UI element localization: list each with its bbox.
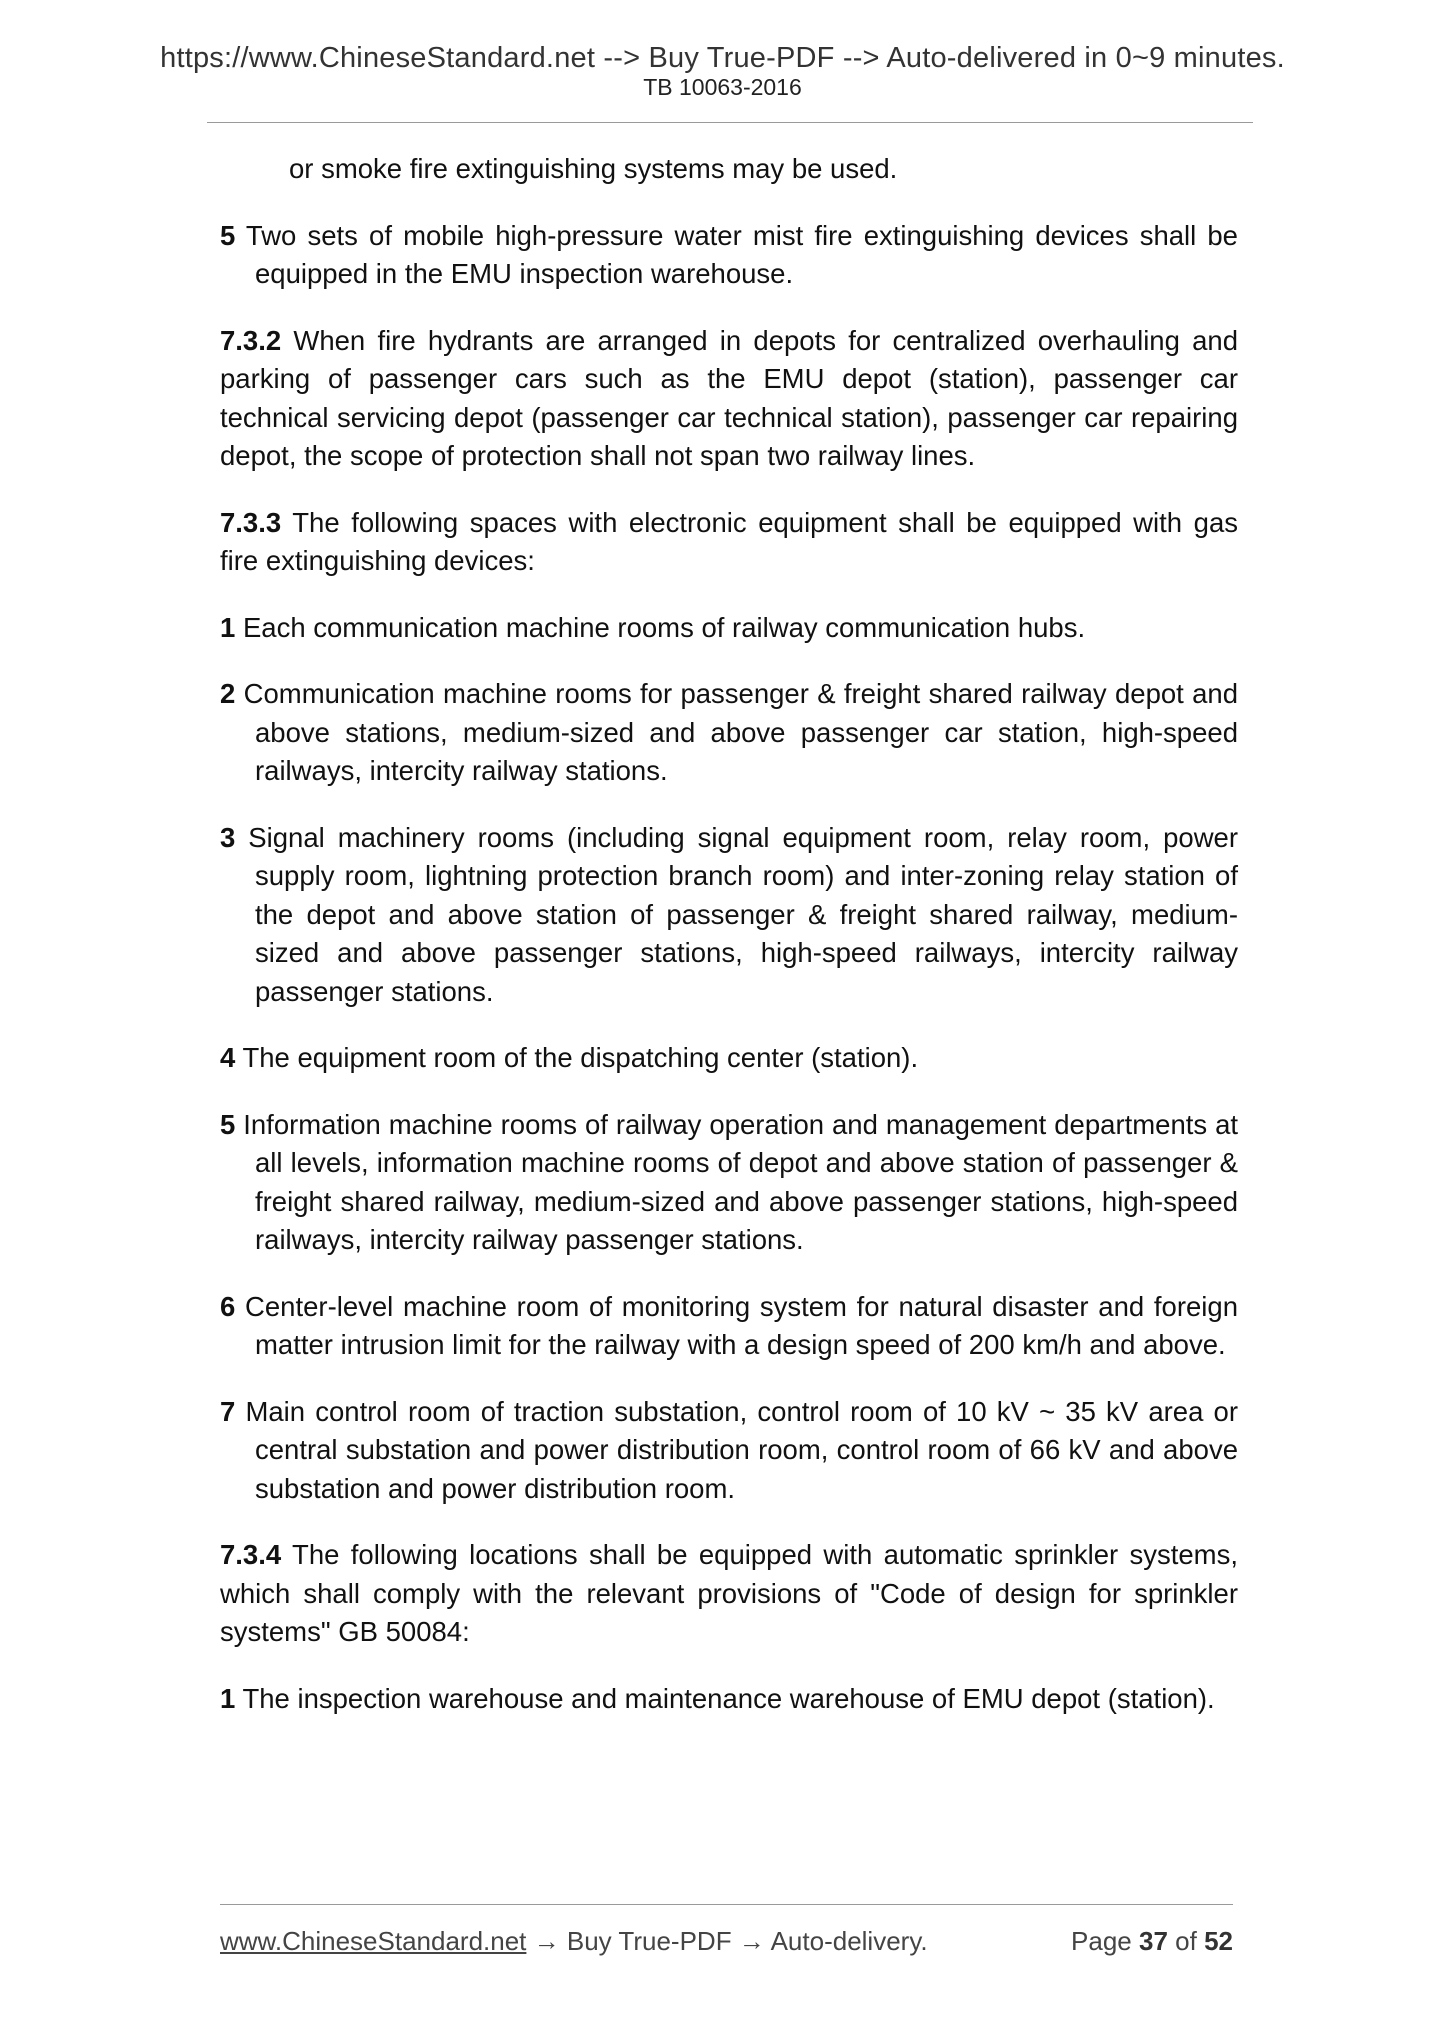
list-item — [220, 1106, 1238, 1260]
item-text: Center-level machine room of monitoring system for natural disaster and foreign matter intrusion limit for the railway with a design speed of 200 km/h and above. — [245, 1290, 1238, 1360]
item-number: 4 — [220, 1042, 236, 1073]
header-divider — [207, 122, 1253, 123]
clause-7-3-4 — [220, 1536, 1238, 1652]
item-text: Each communication machine rooms of railway communication hubs. — [242, 611, 1086, 643]
list-item — [220, 1288, 1238, 1365]
page-footer — [220, 1926, 1233, 1962]
standard-code: TB 10063-2016 — [643, 74, 802, 100]
clause-number: 7.3.4 — [220, 1539, 282, 1570]
list-item — [220, 609, 1238, 648]
page-word: Page — [1071, 1926, 1132, 1956]
footer-divider — [220, 1904, 1233, 1905]
footer-left — [220, 1926, 928, 1957]
page-body — [220, 150, 1238, 1718]
clause-text: When fire hydrants are arranged in depots for centralized overhauling and parking of passenger cars such as the EMU depot (station), passenger car technical servicing depot (passenger car technical station), passenger car repairing depot, the scope of protection shall not span two railway lines. — [220, 324, 1238, 471]
clause-7-3-3 — [220, 504, 1238, 581]
item-text: Communication machine rooms for passenger & freight shared railway depot and above stations, medium-sized and above passenger car station, high-speed railways, intercity railway stations. — [243, 678, 1239, 786]
item-number: 2 — [220, 678, 236, 709]
item-number: 5 — [220, 219, 236, 251]
page-current: 37 — [1139, 1926, 1168, 1956]
page-indicator — [1071, 1926, 1233, 1957]
item-text: Main control room of traction substation, control room of 10 kV ~ 35 kV area or central substation and power distribution room, control room of 66 kV and above substation and power distribution room. — [245, 1395, 1238, 1504]
item-number: 3 — [220, 821, 236, 853]
item-text: Signal machinery rooms (including signal equipment room, relay room, power supply room, lightning protection branch room) and inter-zoning relay station of the depot and above station of passenger & freight shared railway, medium-sized and above passenger stations, high-speed railways, intercity railway passenger stations. — [248, 821, 1239, 1007]
site-link[interactable]: www.ChineseStandard.net — [220, 1926, 527, 1956]
item-text: The equipment room of the dispatching center (station). — [242, 1042, 919, 1073]
list-item — [220, 819, 1238, 1012]
item-number: 6 — [220, 1290, 236, 1322]
item-number: 1 — [220, 611, 236, 643]
clause-text: The following spaces with electronic equipment shall be equipped with gas fire extinguishing devices: — [220, 506, 1238, 576]
item-number: 1 — [220, 1682, 236, 1714]
list-item — [220, 1393, 1238, 1509]
item-number: 5 — [220, 1108, 236, 1140]
item-text: Two sets of mobile high-pressure water mist fire extinguishing devices shall be equipped in the EMU inspection warehouse. — [245, 219, 1238, 289]
clause-7-3-2 — [220, 322, 1238, 476]
source-banner: https://www.ChineseStandard.net --> Buy True-PDF --> Auto-delivered in 0~9 minutes. — [160, 42, 1285, 74]
list-item — [220, 1039, 1238, 1078]
page-total: 52 — [1204, 1926, 1233, 1956]
item-text: The inspection warehouse and maintenance warehouse of EMU depot (station). — [242, 1682, 1215, 1714]
item-number: 7 — [220, 1395, 236, 1427]
clause-number: 7.3.3 — [220, 506, 282, 538]
continued-line: or smoke fire extinguishing systems may be used. — [289, 153, 898, 184]
list-item — [220, 1680, 1238, 1719]
list-item-5 — [220, 217, 1238, 294]
item-text: Information machine rooms of railway operation and management departments at all levels, information machine rooms of depot and above station of passenger & freight shared railway, medium-sized and above passenger stations, high-speed railways, intercity railway passenger stations. — [243, 1108, 1239, 1255]
page-of: of — [1175, 1926, 1197, 1956]
clause-text: The following locations shall be equipped with automatic sprinkler systems, which shall comply with the relevant provisions of "Code of design for sprinkler systems" GB 50084: — [220, 1539, 1238, 1647]
footer-tagline: → Buy True-PDF → Auto-delivery. — [533, 1926, 928, 1956]
clause-number: 7.3.2 — [220, 324, 282, 356]
list-item — [220, 675, 1238, 791]
